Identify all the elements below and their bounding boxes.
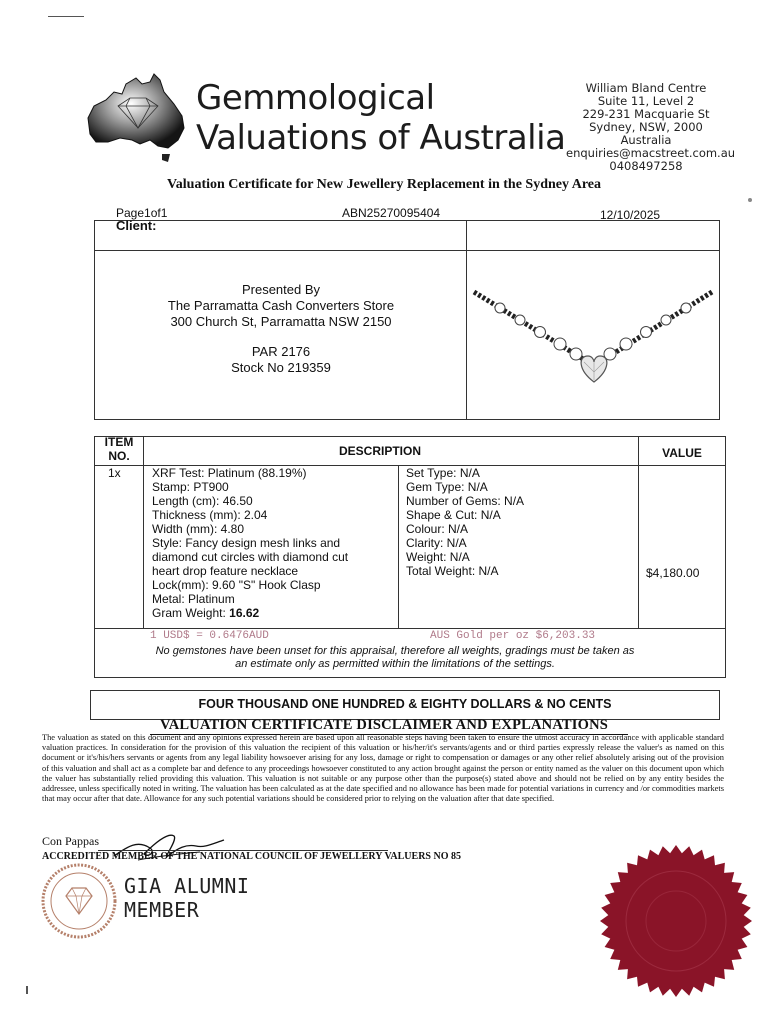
spec-line: diamond cut circles with diamond cut <box>152 550 349 564</box>
spec-line: Style: Fancy design mesh links and <box>152 536 341 550</box>
signer-name: Con Pappas <box>42 834 99 848</box>
disclaimer-body: The valuation as stated on this document and any opinions expressed herein are based upon all reasonable steps having been taken to ensure the utmost accuracy in accordance with applicable standard valuation practices. In consideration for the provision of this valuation the recipient of this valuation or his/her/it's servants/agents and or third parties expressly release the valuer's as named on this document or it's/his/hers servants or agents from any legal liability howsoever arising for any loss, damage or right to compensation or damages or any other relief absolutely arising out of the provision of this valuation and shall act as a complete bar and defence to any proceedings howsoever constituted to any action brought against the person or entity named as the valuer on this document upon which the valuer has substantially relied providing this valuation. This valuation is not suitable or any purpose other than the purpose(s) stated above and should not be relied on by any entity besides the addressee, unless specifically noted in writing. The valuation has been calculated as at the date specified and no allowance has been made for potential variations in currency and /or commodities markets that may occur after that date. Allowance for any such potential variations should be considered prior to relying on the valuation after that date specified. <box>42 733 724 804</box>
item-description-specs <box>152 466 396 620</box>
spec-line: Thickness (mm): 2.04 <box>152 508 268 522</box>
gem-line: Set Type: N/A <box>406 466 480 480</box>
scan-dot <box>748 198 752 202</box>
gia-badge-line1: GIA ALUMNI <box>124 874 250 898</box>
presented-line: Presented By <box>241 282 321 297</box>
wax-seal-icon <box>598 843 754 999</box>
divider <box>466 220 467 419</box>
item-description-gems <box>406 466 636 578</box>
abn-number: ABN25270095404 <box>342 206 441 220</box>
spec-line: heart drop feature necklace <box>152 564 299 578</box>
spec-line: Length (cm): 46.50 <box>152 494 253 508</box>
address-line: William Bland Centre <box>585 81 707 95</box>
gram-weight-label: Gram Weight: <box>152 606 230 620</box>
gem-line: Gem Type: N/A <box>406 480 488 494</box>
presented-by-block <box>96 282 466 376</box>
divider <box>398 466 399 628</box>
certificate-date: 12/10/2025 <box>600 208 661 222</box>
gold-price: AUS Gold per oz $6,203.33 <box>430 630 596 642</box>
brand-name-line1: Gemmological <box>196 78 435 118</box>
address-line: Sydney, NSW, 2000 <box>589 120 703 134</box>
stock-number: Stock No 219359 <box>231 360 331 375</box>
email: enquiries@macstreet.com.au <box>566 146 736 160</box>
certificate-title: Valuation Certificate for New Jewellery Replacement in the Sydney Area <box>166 177 602 192</box>
divider <box>94 628 726 629</box>
column-header-item-no: ITEM NO. <box>104 435 134 463</box>
accreditation-line: ACCREDITED MEMBER OF THE NATIONAL COUNCIL OF JEWELLERY VALUERS NO 85 <box>42 851 461 862</box>
spec-line: Width (mm): 4.80 <box>152 522 245 536</box>
address-line: Australia <box>620 133 672 147</box>
spec-line: Stamp: PT900 <box>152 480 229 494</box>
gem-line: Total Weight: N/A <box>406 564 499 578</box>
amount-in-words: FOUR THOUSAND ONE HUNDRED & EIGHTY DOLLARS & NO CENTS <box>198 697 612 711</box>
brand-name-line2: Valuations of Australia <box>196 118 566 158</box>
client-label: Client: <box>116 218 157 233</box>
scan-mark <box>48 16 84 17</box>
gemstone-note: No gemstones have been unset for this appraisal, therefore all weights, gradings must be taken as an estimate only as permitted within the limitations of the settings. <box>155 645 635 670</box>
exchange-rate: 1 USD$ = 0.6476AUD <box>150 630 269 642</box>
column-header-description: DESCRIPTION <box>338 444 421 458</box>
divider <box>94 250 720 251</box>
store-address: 300 Church St, Parramatta NSW 2150 <box>170 314 392 329</box>
store-name: The Parramatta Cash Converters Store <box>167 298 395 313</box>
gia-seal-icon <box>40 862 118 940</box>
gem-line: Colour: N/A <box>406 522 469 536</box>
gia-badge-line2: MEMBER <box>124 898 200 922</box>
gem-line: Clarity: N/A <box>406 536 467 550</box>
address-line: Suite 11, Level 2 <box>597 94 695 108</box>
gem-line: Number of Gems: N/A <box>406 494 525 508</box>
item-value: $4,180.00 <box>646 566 700 580</box>
item-quantity: 1x <box>108 466 121 480</box>
disclaimer-title: VALUATION CERTIFICATE DISCLAIMER AND EXPLANATIONS <box>159 717 609 733</box>
gram-weight-line <box>152 606 396 620</box>
store-code: PAR 2176 <box>251 344 311 359</box>
business-address <box>566 81 736 173</box>
necklace-photo <box>470 262 716 412</box>
phone: 0408497258 <box>609 159 683 173</box>
address-line: 229-231 Macquarie St <box>582 107 710 121</box>
gram-weight-value: 16.62 <box>229 606 260 620</box>
gem-line: Weight: N/A <box>406 550 470 564</box>
spec-line: Metal: Platinum <box>152 592 235 606</box>
gem-line: Shape & Cut: N/A <box>406 508 501 522</box>
australia-diamond-logo <box>80 70 192 166</box>
scan-mark <box>26 986 28 994</box>
spec-line: Lock(mm): 9.60 "S" Hook Clasp <box>152 578 321 592</box>
spec-line: XRF Test: Platinum (88.19%) <box>152 466 307 480</box>
page-label: Page1of1 <box>116 206 168 220</box>
column-header-value: VALUE <box>662 446 702 460</box>
